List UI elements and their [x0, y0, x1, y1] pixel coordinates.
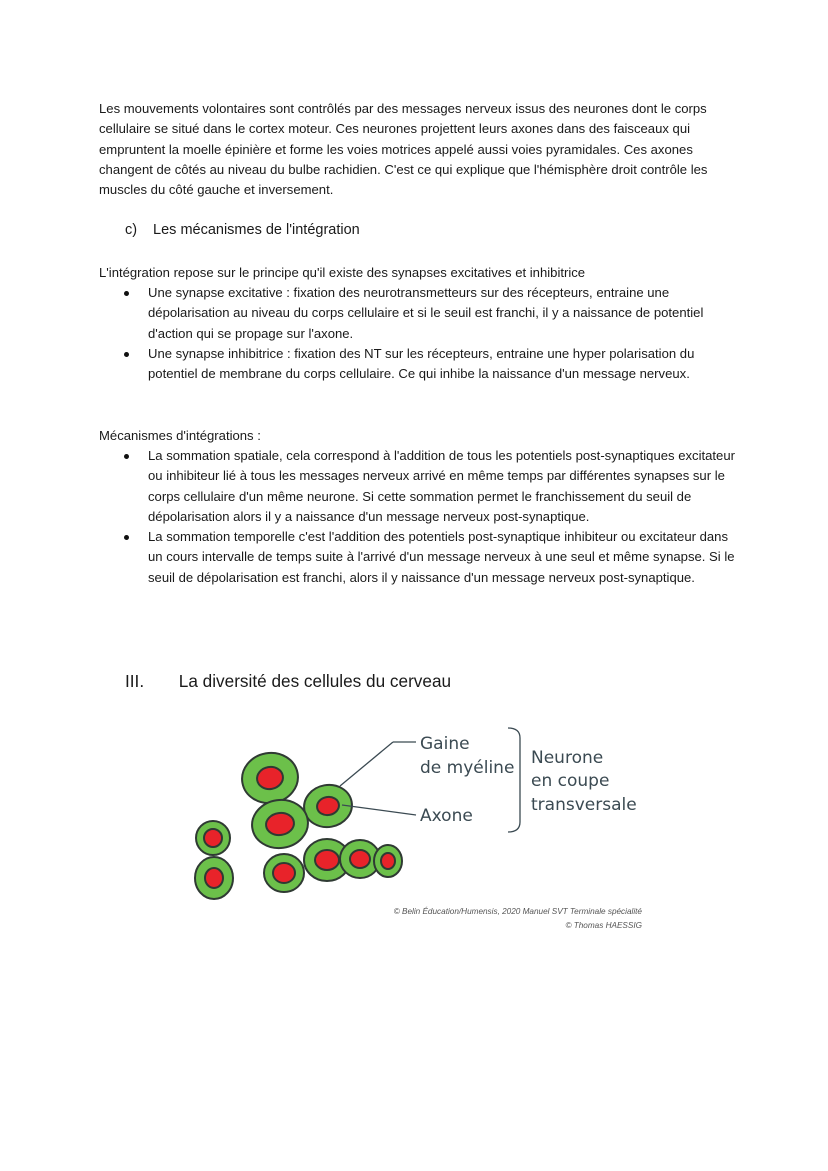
subsection-label: c)	[125, 222, 138, 238]
axon-core	[204, 829, 222, 847]
list-item	[99, 446, 739, 527]
list-item	[99, 283, 739, 344]
list-item-text: Une synapse inhibitrice : fixation des NT sur les récepteurs, entraine une hyper polarisation du potentiel de membrane du corps cellulaire. Ce qui inhibe la naissance d'un message nerveux.	[148, 345, 695, 382]
axon-core	[381, 853, 395, 869]
credit-line1: © Belin Éducation/Humensis, 2020 Manuel SVT Terminale spécialité	[393, 907, 642, 916]
neuron-cell	[196, 821, 230, 855]
list-item	[99, 527, 739, 588]
neuron-cross-section-figure	[180, 722, 650, 907]
subsection-title: Les mécanismes de l'intégration	[153, 222, 360, 238]
gaine-pointer-line	[340, 742, 393, 786]
label-gaine-line1: Gaine	[420, 734, 470, 754]
neuron-cell	[238, 749, 302, 808]
bullet-icon	[124, 291, 129, 296]
axon-core	[273, 863, 295, 883]
bracket	[508, 728, 520, 832]
section-title: La diversité des cellules du cerveau	[178, 671, 452, 691]
list-item-text: La sommation spatiale, cela correspond à l'addition de tous les potentiels post-synaptiques excitateur ou inhibiteur lié à tous les messages nerveux arrivé en même temps par différentes synapses sur le corps cellulaire d'un même neurone. Si cette sommation permet le franchissement du seuil de dépolarisation alors il y a naissance d'un message nerveux post-synaptique.	[148, 448, 735, 524]
neuron-cell	[264, 854, 304, 892]
label-axone: Axone	[420, 806, 473, 826]
intro-paragraph: Les mouvements volontaires sont contrôlés par des messages nerveux issus des neurones dont le corps cellulaire se situé dans le cortex moteur. Ces neurones projettent leurs axones dans des faisceaux qui empruntent la moelle épinière et forme les voies motrices appelé aussi voies pyramidales. Ces axones changent de côtés au niveau du bulbe rachidien. C'est ce qui explique que l'hémisphère droit contrôle les muscles du côté gauche et inversement.	[99, 101, 708, 198]
list-item-text: Une synapse excitative : fixation des neurotransmetteurs sur des récepteurs, entraine une dépolarisation au niveau du corps cellulaire et si le seuil est franchi, il y a naissance de potentiel d'action qui se propage sur l'axone.	[148, 285, 704, 341]
bullet-icon	[124, 352, 129, 357]
neuron-cell	[249, 796, 311, 851]
neuron-cells	[195, 749, 402, 899]
credit-line2: © Thomas HAESSIG	[565, 921, 642, 930]
bullet-icon	[124, 454, 129, 459]
label-gaine-line2: de myéline	[420, 758, 515, 778]
axon-core	[205, 868, 223, 888]
list-item-text: La sommation temporelle c'est l'addition des potentiels post-synaptique inhibiteur ou excitateur dans un cours intervalle de temps suite à l'arrivé d'un message nerveux à une seul et même synapse. Si le seuil de dépolarisation est franchi, alors il y naissance d'un message nerveux post-synaptique.	[148, 529, 735, 585]
label-neurone-line2: en coupe	[531, 771, 610, 791]
mechanisms-list	[99, 446, 739, 588]
mechanisms-title: Mécanismes d'intégrations :	[99, 428, 261, 443]
axon-core	[350, 850, 370, 868]
subsection-heading	[125, 219, 360, 241]
section-number: III.	[125, 671, 145, 691]
label-neurone-line3: transversale	[531, 795, 637, 815]
neuron-cell	[374, 845, 402, 877]
list-item	[99, 344, 739, 385]
axon-core	[315, 850, 339, 870]
integration-intro: L'intégration repose sur le principe qu'il existe des synapses excitatives et inhibitrice	[99, 265, 586, 280]
section-heading	[125, 669, 451, 693]
bullet-icon	[124, 535, 129, 540]
synapse-list	[99, 283, 739, 384]
neuron-cell	[195, 857, 233, 899]
axone-pointer-line	[342, 805, 416, 815]
label-neurone-line1: Neurone	[531, 748, 604, 768]
